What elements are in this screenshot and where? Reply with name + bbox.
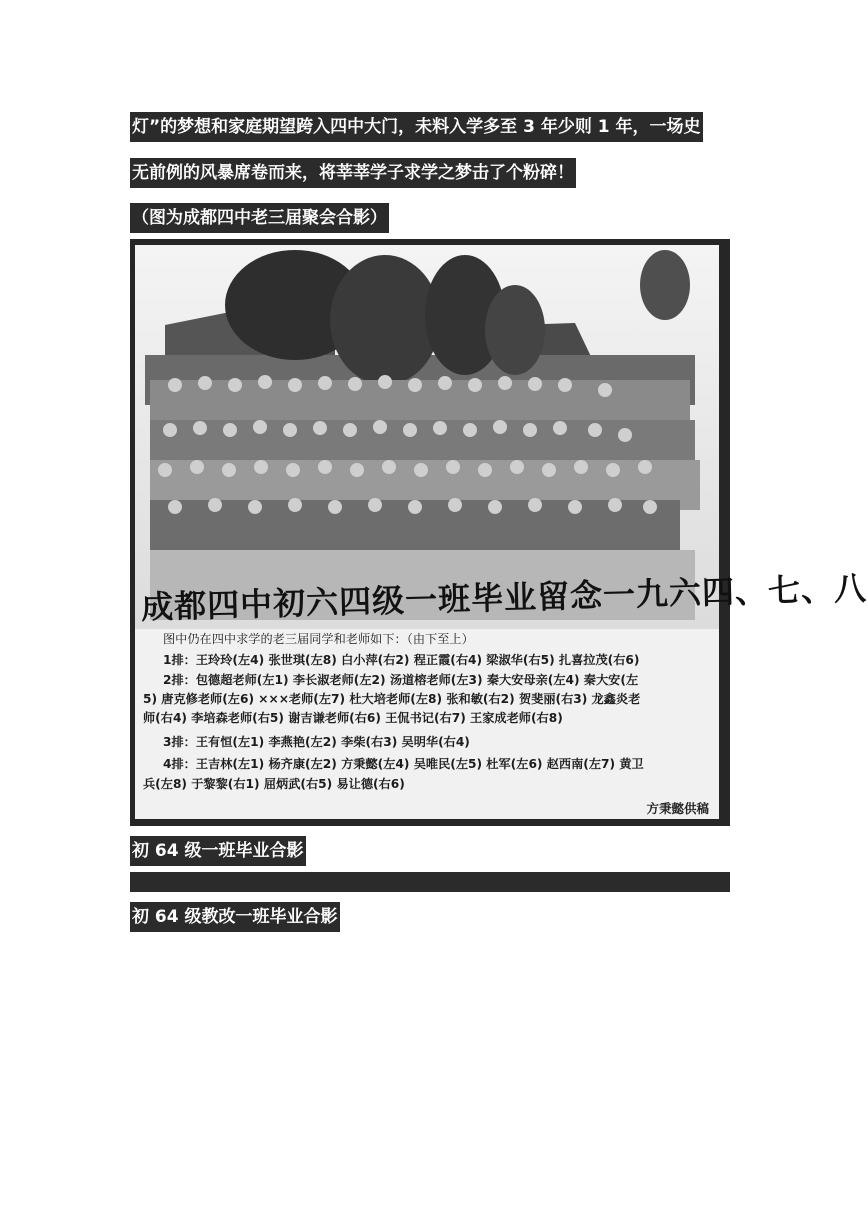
caption-reform-class-photo: 初 64 级教改一班毕业合影: [130, 902, 340, 932]
list-row-1: 1排：王玲玲(左4) 张世琪(左8) 白小萍(右2) 程正霞(右4) 梁淑华(右5) 扎喜拉茂(右6): [163, 653, 640, 667]
paragraph-line-2: 无前例的风暴席卷而来，将莘莘学子求学之梦击了个粉碎！: [130, 158, 576, 188]
paragraph-line-1: 灯”的梦想和家庭期望跨入四中大门，未料入学多至 3 年少则 1 年，一场史: [130, 112, 703, 142]
handwritten-caption: 成都四中初六四级一班毕业留念一九六四、七、八: [140, 569, 868, 627]
class-photo: [135, 245, 868, 819]
list-row-2: 2排：包德超老师(左1) 李长淑老师(左2) 汤道榕老师(左3) 秦大安母亲(左4) 秦大安(左: [163, 673, 639, 687]
list-row-7: 兵(左8) 于黎黎(右1) 屈炳武(右5) 易让德(右6): [143, 777, 405, 791]
list-row-5: 3排：王有恒(左1) 李燕艳(左2) 李柴(右3) 吴明华(右4): [163, 735, 470, 749]
list-row-3: 5) 唐克修老师(左6) ×××老师(左7) 杜大培老师(左8) 张和敏(右2) 贺斐丽(右3) 龙鑫炎老: [143, 692, 641, 706]
photo-credit: 方秉懿供稿: [646, 801, 709, 816]
class-photo-frame: [130, 239, 868, 826]
photo-note: （图为成都四中老三届聚会合影）: [130, 203, 389, 233]
list-row-4: 师(右4) 李培森老师(右5) 谢吉谦老师(右6) 王侃书记(右7) 王家成老师(右8): [143, 711, 563, 725]
names-list: [135, 629, 719, 819]
image-placeholder-bar: [130, 872, 730, 892]
list-row-6: 4排：王吉林(左1) 杨齐康(左2) 方秉懿(左4) 吴唯民(左5) 杜军(左6) 赵西南(左7) 黄卫: [163, 757, 644, 771]
caption-class-photo: 初 64 级一班毕业合影: [130, 836, 306, 866]
list-title: 图中仍在四中求学的老三届同学和老师如下：（由下至上）: [163, 632, 474, 646]
